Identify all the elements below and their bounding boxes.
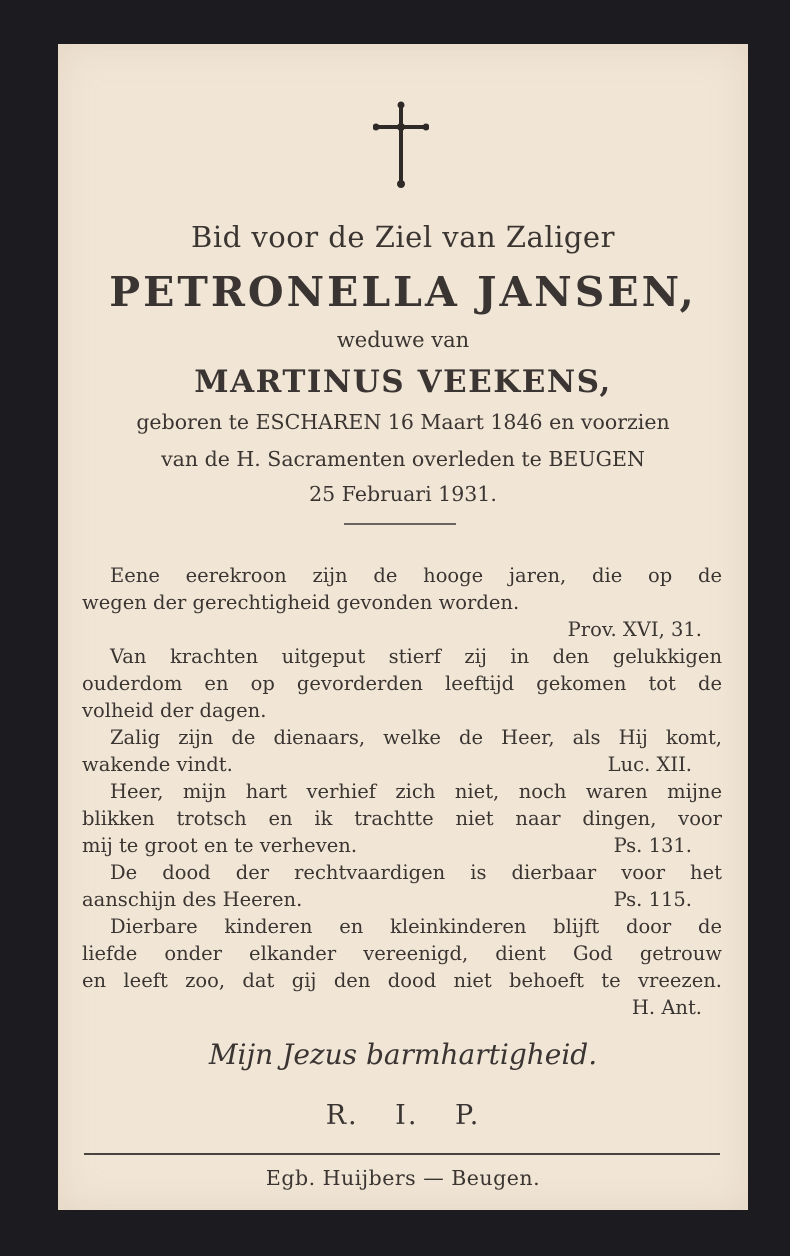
verse-line-with-ref (82, 886, 722, 913)
closing-prayer: Mijn Jezus barmhartigheid. (208, 1038, 598, 1071)
verse-reference: Ps. 115. (613, 888, 692, 911)
printer-credit: Egb. Huijbers — Beugen. (265, 1166, 541, 1190)
verse-line-with-ref (82, 832, 722, 859)
verse-line: Zalig zijn de dienaars, welke de Heer, als Hij komt, (110, 726, 722, 749)
birth-line-1: geboren te ESCHAREN 16 Maart 1846 en voorzien (136, 410, 670, 434)
verse-line: wakende vindt. (82, 753, 233, 776)
verse-line: Heer, mijn hart verhief zich niet, noch waren mijne (110, 780, 722, 803)
verse-line: aanschijn des Heeren. (82, 888, 303, 911)
verse-line: blikken trotsch en ik trachtte niet naar dingen, voor (82, 807, 722, 830)
verse-line: ouderdom en op gevorderden leeftijd gekomen tot de (82, 672, 722, 695)
verse-line: en leeft zoo, dat gij den dood niet behoeft te vreezen. (82, 969, 722, 992)
verses-block (82, 562, 722, 1021)
verse-line: Dierbare kinderen en kleinkinderen blijft door de (110, 915, 722, 938)
verse-reference: Luc. XII. (607, 753, 692, 776)
latin-cross-icon (373, 100, 429, 190)
death-date: 25 Februari 1931. (309, 482, 497, 506)
verse-reference: Prov. XVI, 31. (567, 618, 702, 641)
verse-line: De dood der rechtvaardigen is dierbaar voor het (110, 861, 722, 884)
divider-short (344, 523, 456, 525)
prayer-intro: Bid voor de Ziel van Zaliger (191, 220, 615, 254)
widow-of-label: weduwe van (336, 328, 470, 352)
verse-line: wegen der gerechtigheid gevonden worden. (82, 591, 520, 614)
verse-line: Van krachten uitgeput stierf zij in den gelukkigen (110, 645, 722, 668)
husband-name: MARTINUS VEEKENS, (194, 364, 612, 400)
verse-line: volheid der dagen. (82, 699, 267, 722)
verse-line: liefde onder elkander vereenigd, dient God getrouw (82, 942, 722, 965)
divider-long (84, 1153, 720, 1155)
verse-line: Eene eerekroon zijn de hooge jaren, die op de (110, 564, 722, 587)
verse-line: mij te groot en te verheven. (82, 834, 358, 857)
rip-text: R. I. P. (325, 1100, 481, 1131)
verse-line-with-ref (82, 751, 722, 778)
deceased-name: PETRONELLA JANSEN, (109, 268, 697, 316)
verse-reference: Ps. 131. (613, 834, 692, 857)
birth-line-2: van de H. Sacramenten overleden te BEUGEN (161, 447, 645, 471)
verse-reference: H. Ant. (631, 996, 702, 1019)
